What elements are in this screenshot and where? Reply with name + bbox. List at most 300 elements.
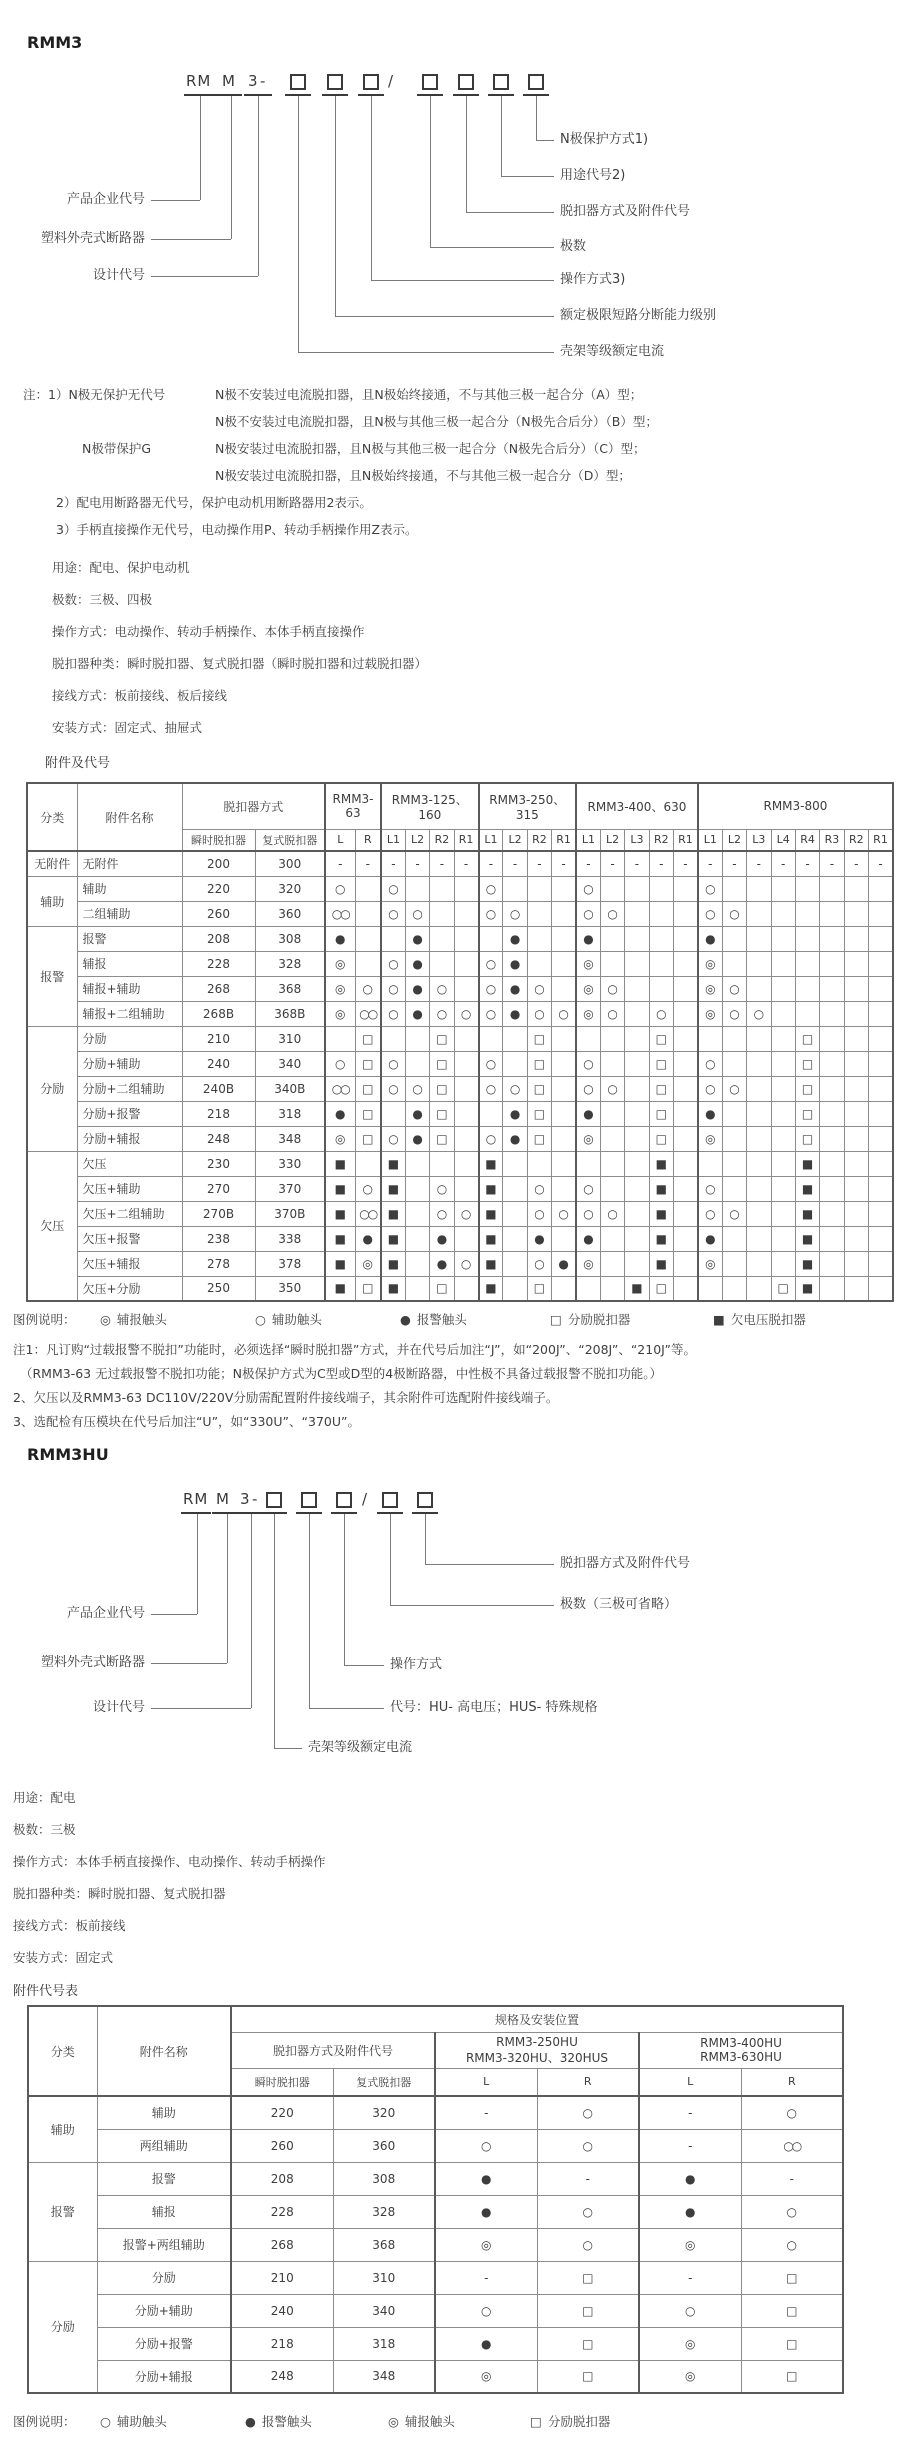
diagram-label: 极数（三极可省略）	[560, 1597, 678, 1612]
cell-symbol	[698, 1026, 722, 1051]
table-row	[27, 1176, 893, 1201]
cell-symbol: □	[355, 1026, 381, 1051]
cell-code-instant: 260	[182, 901, 255, 926]
cell-symbol: -	[405, 851, 429, 876]
cell-code-instant: 268B	[182, 1001, 255, 1026]
cell-symbol	[722, 1151, 746, 1176]
code-box	[528, 74, 544, 90]
cell-code-composite: 368	[333, 2228, 435, 2261]
legend-label: 分励脱扣器	[547, 2414, 611, 2429]
cell-symbol: ○	[639, 2294, 741, 2327]
cell-symbol: ■	[795, 1151, 819, 1176]
cell-symbol: ●	[405, 1126, 429, 1151]
cell-symbol	[722, 1251, 746, 1276]
legend-symbol: ◎	[388, 2414, 399, 2429]
cell-symbol: □	[649, 1126, 673, 1151]
col-header-composite: 复式脱扣器	[255, 829, 325, 851]
col-header-frame: RMM3-400、630	[576, 783, 698, 829]
cell-category: 报警	[27, 926, 77, 1026]
cell-code-composite: 338	[255, 1226, 325, 1251]
cell-symbol: ○	[537, 2096, 639, 2129]
cell-symbol: ◎	[435, 2228, 537, 2261]
cell-symbol: □	[355, 1051, 381, 1076]
cell-symbol: ◎	[325, 1001, 355, 1026]
diagram-label: N极保护方式1)	[560, 132, 649, 147]
cell-symbol: ●	[355, 1226, 381, 1251]
cell-symbol: ●	[405, 1001, 429, 1026]
cell-category: 分励	[28, 2261, 97, 2393]
legend-label: 辅助触头	[271, 1312, 322, 1327]
leader-line-v	[344, 1514, 345, 1665]
leader-line-v	[197, 1514, 198, 1614]
cell-symbol: ■	[325, 1251, 355, 1276]
legend-prefix: 图例说明：	[13, 2414, 76, 2429]
cell-code-instant: 270B	[182, 1201, 255, 1226]
cell-symbol: ■	[625, 1276, 649, 1301]
code-box	[301, 1492, 317, 1508]
cell-code-composite: 340	[255, 1051, 325, 1076]
cell-symbol: □	[537, 2261, 639, 2294]
cell-name: 辅助	[77, 876, 182, 901]
table-body	[28, 2096, 843, 2393]
leader-line-h	[390, 1605, 554, 1606]
cell-symbol	[869, 951, 893, 976]
cell-symbol: □	[355, 1126, 381, 1151]
leader-line-v	[425, 1514, 426, 1564]
cell-symbol: ◎	[639, 2360, 741, 2393]
cell-symbol	[747, 951, 771, 976]
col-header-position: L3	[747, 829, 771, 851]
cell-symbol: □	[537, 2294, 639, 2327]
leader-line-h	[335, 316, 554, 317]
table-row	[27, 1076, 893, 1101]
cell-symbol	[405, 876, 429, 901]
cell-name: 分励+报警	[97, 2327, 231, 2360]
spec-line: 操作方式：本体手柄直接操作、电动操作、转动手柄操作	[13, 1854, 326, 1869]
cell-symbol	[869, 1101, 893, 1126]
cell-symbol	[722, 926, 746, 951]
cell-symbol	[552, 926, 576, 951]
cell-name: 欠压+分励	[77, 1276, 182, 1301]
cell-symbol: ○	[576, 901, 600, 926]
cell-symbol	[820, 1076, 844, 1101]
cell-symbol	[795, 1001, 819, 1026]
cell-symbol	[795, 901, 819, 926]
cell-symbol: ●	[552, 1251, 576, 1276]
cell-symbol: -	[795, 851, 819, 876]
cell-symbol	[844, 1201, 868, 1226]
cell-symbol: -	[844, 851, 868, 876]
cell-symbol	[552, 901, 576, 926]
cell-symbol: -	[649, 851, 673, 876]
model-char: 3	[240, 1490, 251, 1508]
cell-code-composite: 340B	[255, 1076, 325, 1101]
cell-symbol	[674, 1226, 698, 1251]
cell-symbol: ○	[741, 2195, 843, 2228]
frame-name-line: RMM3-320HU、320HUS	[465, 2050, 609, 2065]
table-row	[27, 951, 893, 976]
cell-symbol: ◎	[698, 1126, 722, 1151]
cell-symbol	[844, 1276, 868, 1301]
cell-symbol	[795, 926, 819, 951]
cell-symbol: ■	[795, 1276, 819, 1301]
legend-row	[0, 2412, 900, 2430]
cell-symbol	[405, 1176, 429, 1201]
cell-symbol: ■	[649, 1226, 673, 1251]
leader-line-h	[298, 352, 554, 353]
cell-symbol	[771, 1001, 795, 1026]
cell-code-instant: 248	[182, 1126, 255, 1151]
leader-line-v	[227, 1514, 228, 1663]
cell-symbol	[355, 951, 381, 976]
cell-symbol: ■	[649, 1176, 673, 1201]
cell-code-instant: 210	[182, 1026, 255, 1051]
col-header-position: R	[741, 2068, 843, 2096]
legend-row	[0, 1310, 900, 1328]
col-header-position: R1	[552, 829, 576, 851]
cell-symbol: -	[722, 851, 746, 876]
note-text: N极不安装过电流脱扣器，且N极始终接通，不与其他三极一起合分（A）型；	[215, 387, 643, 402]
cell-symbol: ●	[503, 976, 527, 1001]
cell-symbol	[795, 951, 819, 976]
cell-code-instant: 208	[182, 926, 255, 951]
col-header-trip: 脱扣器方式	[182, 783, 325, 829]
table-row	[28, 2162, 843, 2195]
cell-symbol: -	[430, 851, 454, 876]
diagram-label: 操作方式3)	[560, 272, 626, 287]
cell-code-composite: 308	[333, 2162, 435, 2195]
diagram-label: 脱扣器方式及附件代号	[560, 1556, 691, 1571]
cell-symbol	[625, 901, 649, 926]
model-char: RM	[183, 1490, 209, 1508]
model-char: 3	[248, 72, 259, 90]
cell-symbol: -	[600, 851, 624, 876]
cell-symbol	[771, 976, 795, 1001]
cell-symbol: ●	[503, 1001, 527, 1026]
cell-symbol	[430, 926, 454, 951]
cell-symbol: □	[649, 1076, 673, 1101]
cell-symbol	[747, 1076, 771, 1101]
leader-line-h	[274, 1748, 302, 1749]
cell-symbol	[869, 1151, 893, 1176]
cell-symbol	[625, 1151, 649, 1176]
cell-symbol	[820, 1051, 844, 1076]
cell-symbol	[503, 876, 527, 901]
cell-symbol: ○	[381, 1051, 405, 1076]
cell-symbol	[503, 1151, 527, 1176]
leader-line-h	[425, 1564, 554, 1565]
table-row	[28, 2327, 843, 2360]
cell-symbol	[479, 1101, 503, 1126]
section-title-rmm3hu: RMM3HU	[27, 1445, 109, 1464]
col-header-position: R2	[430, 829, 454, 851]
cell-symbol: ●	[325, 926, 355, 951]
cell-symbol: -	[639, 2261, 741, 2294]
accessories-codes-table	[26, 782, 894, 1302]
cell-symbol: ○	[698, 1051, 722, 1076]
cell-symbol	[381, 1101, 405, 1126]
cell-symbol	[674, 1076, 698, 1101]
cell-symbol	[747, 1151, 771, 1176]
cell-symbol	[844, 951, 868, 976]
cell-symbol	[600, 1051, 624, 1076]
table-row	[27, 851, 893, 876]
diagram-label: 代号：HU- 高电压；HUS- 特殊规格	[390, 1700, 598, 1715]
cell-name: 分励+辅报	[97, 2360, 231, 2393]
leader-line-v	[309, 1514, 310, 1708]
cell-symbol	[503, 1051, 527, 1076]
cell-symbol	[698, 1151, 722, 1176]
cell-symbol	[844, 1001, 868, 1026]
cell-name: 辅助	[97, 2096, 231, 2129]
cell-symbol: ◎	[698, 1001, 722, 1026]
cell-symbol: ○	[537, 2228, 639, 2261]
col-header-position: R2	[844, 829, 868, 851]
col-header-position: L2	[503, 829, 527, 851]
cell-symbol	[722, 1176, 746, 1201]
cell-symbol	[771, 1251, 795, 1276]
leader-line-h	[151, 200, 200, 201]
cell-symbol	[869, 1126, 893, 1151]
cell-symbol	[820, 926, 844, 951]
code-box	[422, 74, 438, 90]
cell-name: 分励+辅助	[77, 1051, 182, 1076]
cell-symbol: □	[527, 1101, 551, 1126]
cell-symbol: ●	[405, 1101, 429, 1126]
cell-symbol: ○	[576, 876, 600, 901]
cell-symbol: ■	[381, 1276, 405, 1301]
cell-symbol: ○	[435, 2129, 537, 2162]
legend-symbol: ●	[245, 2414, 256, 2429]
cell-symbol: ○	[600, 1076, 624, 1101]
cell-symbol	[600, 951, 624, 976]
col-header-position: L1	[576, 829, 600, 851]
cell-symbol	[625, 1026, 649, 1051]
cell-symbol: ■	[381, 1251, 405, 1276]
cell-symbol: □	[537, 2360, 639, 2393]
spec-line: 极数：三极、四极	[52, 592, 153, 607]
cell-code-composite: 370B	[255, 1201, 325, 1226]
cell-symbol	[722, 1051, 746, 1076]
cell-name: 分励+报警	[77, 1101, 182, 1126]
cell-symbol	[869, 1251, 893, 1276]
table-header	[28, 2006, 843, 2096]
cell-symbol: ○	[722, 976, 746, 1001]
cell-code-instant: 220	[231, 2096, 333, 2129]
cell-symbol: -	[381, 851, 405, 876]
col-header-position: L1	[479, 829, 503, 851]
cell-symbol	[649, 926, 673, 951]
cell-symbol	[405, 1051, 429, 1076]
cell-symbol	[355, 1151, 381, 1176]
model-char: -	[252, 1490, 259, 1508]
cell-symbol	[674, 1176, 698, 1201]
cell-symbol	[674, 951, 698, 976]
table-row	[28, 2261, 843, 2294]
leader-line-h	[501, 176, 554, 177]
spec-line: 极数：三极	[13, 1822, 76, 1837]
cell-symbol	[844, 876, 868, 901]
cell-symbol	[844, 1226, 868, 1251]
table-row	[28, 2195, 843, 2228]
legend-label: 欠电压脱扣器	[730, 1312, 806, 1327]
spec-line: 操作方式：电动操作、转动手柄操作、本体手柄直接操作	[52, 624, 365, 639]
cell-symbol	[625, 926, 649, 951]
leader-line-v	[298, 96, 299, 352]
cell-symbol	[844, 1026, 868, 1051]
cell-code-instant: 210	[231, 2261, 333, 2294]
spec-line: 脱扣器种类：瞬时脱扣器、复式脱扣器（瞬时脱扣器和过载脱扣器）	[52, 656, 428, 671]
cell-symbol: -	[576, 851, 600, 876]
cell-code-instant: 278	[182, 1251, 255, 1276]
cell-symbol: ○	[537, 2195, 639, 2228]
cell-symbol	[747, 926, 771, 951]
leader-line-v	[371, 96, 372, 280]
cell-code-composite: 340	[333, 2294, 435, 2327]
cell-code-composite: 320	[255, 876, 325, 901]
col-header-position: R1	[869, 829, 893, 851]
cell-symbol	[552, 976, 576, 1001]
col-header-frame: RMM3-63	[325, 783, 381, 829]
cell-category: 分励	[27, 1026, 77, 1151]
cell-symbol: ●	[503, 926, 527, 951]
frame-name-line: RMM3-250HU	[496, 2034, 578, 2049]
cell-symbol	[820, 1151, 844, 1176]
cell-symbol	[625, 1201, 649, 1226]
model-char: -	[260, 72, 267, 90]
cell-symbol: ●	[503, 1101, 527, 1126]
cell-symbol: ◎	[698, 951, 722, 976]
cell-symbol: ■	[479, 1251, 503, 1276]
cell-symbol	[625, 951, 649, 976]
char-underline	[236, 1512, 262, 1514]
cell-symbol	[325, 1026, 355, 1051]
diagram-label: 壳架等级额定电流	[560, 344, 665, 359]
table-row	[27, 1251, 893, 1276]
cell-symbol: □	[741, 2360, 843, 2393]
cell-symbol	[844, 1126, 868, 1151]
cell-symbol: ◎	[435, 2360, 537, 2393]
leader-line-v	[258, 96, 259, 276]
cell-symbol: ○	[600, 1201, 624, 1226]
legend-item	[400, 1310, 467, 1328]
cell-symbol	[503, 1276, 527, 1301]
cell-symbol	[454, 1276, 478, 1301]
cell-symbol	[674, 1001, 698, 1026]
cell-symbol: ■	[795, 1201, 819, 1226]
cell-symbol	[844, 1176, 868, 1201]
col-header-position: R3	[820, 829, 844, 851]
cell-code-instant: 240	[231, 2294, 333, 2327]
cell-symbol	[820, 1251, 844, 1276]
cell-symbol: ○○	[325, 1076, 355, 1101]
cell-symbol	[479, 926, 503, 951]
cell-symbol: -	[869, 851, 893, 876]
cell-symbol: -	[355, 851, 381, 876]
cell-code-instant: 250	[182, 1276, 255, 1301]
cell-symbol	[625, 1176, 649, 1201]
cell-symbol: -	[527, 851, 551, 876]
cell-code-instant: 220	[182, 876, 255, 901]
cell-symbol: ○	[698, 1076, 722, 1101]
leader-line-h	[466, 212, 554, 213]
cell-symbol	[625, 1101, 649, 1126]
col-header-position: R2	[649, 829, 673, 851]
cell-symbol	[600, 1226, 624, 1251]
cell-symbol	[454, 1051, 478, 1076]
model-char: M	[222, 72, 236, 90]
model-char: M	[216, 1490, 230, 1508]
table-row	[27, 1051, 893, 1076]
cell-symbol: ○	[741, 2096, 843, 2129]
char-underline	[216, 94, 242, 96]
spec-line: 接线方式：板前接线	[13, 1918, 126, 1933]
cell-symbol	[576, 1276, 600, 1301]
cell-symbol: ●	[698, 926, 722, 951]
leader-line-h	[151, 239, 231, 240]
cell-symbol: □	[795, 1076, 819, 1101]
cell-name: 欠压+辅助	[77, 1176, 182, 1201]
cell-category: 无附件	[27, 851, 77, 876]
cell-symbol: -	[325, 851, 355, 876]
cell-symbol	[844, 1101, 868, 1126]
note-text: N极不安装过电流脱扣器，且N极与其他三极一起合分（N极先合后分）（B）型；	[215, 414, 658, 429]
cell-name: 分励+辅助	[97, 2294, 231, 2327]
cell-symbol	[674, 976, 698, 1001]
cell-symbol: ○	[527, 1001, 551, 1026]
leader-line-h	[151, 1614, 197, 1615]
cell-symbol: ■	[381, 1151, 405, 1176]
cell-symbol	[552, 951, 576, 976]
col-header-position: L	[435, 2068, 537, 2096]
cell-code-instant: 200	[182, 851, 255, 876]
cell-symbol	[674, 1051, 698, 1076]
cell-name: 报警	[77, 926, 182, 951]
col-header-position: L1	[381, 829, 405, 851]
cell-code-composite: 370	[255, 1176, 325, 1201]
cell-symbol	[527, 926, 551, 951]
leader-line-h	[309, 1708, 384, 1709]
cell-symbol	[625, 1126, 649, 1151]
cell-symbol: ○	[747, 1001, 771, 1026]
table-row	[27, 1101, 893, 1126]
cell-symbol	[576, 1026, 600, 1051]
cell-symbol	[698, 1276, 722, 1301]
cell-symbol	[355, 876, 381, 901]
leader-line-v	[200, 96, 201, 200]
legend-symbol: ■	[713, 1312, 725, 1327]
cell-symbol: ◎	[639, 2327, 741, 2360]
cell-code-instant: 218	[182, 1101, 255, 1126]
cell-symbol: ◎	[576, 951, 600, 976]
cell-symbol: ◎	[698, 1251, 722, 1276]
table-row	[28, 2129, 843, 2162]
legend-symbol: ◎	[100, 1312, 111, 1327]
table-row	[28, 2360, 843, 2393]
cell-symbol: ○	[430, 1001, 454, 1026]
cell-symbol: ○	[479, 951, 503, 976]
col-header-spec-position: 规格及安装位置	[231, 2006, 843, 2032]
cell-symbol: □	[355, 1076, 381, 1101]
cell-symbol: □	[430, 1076, 454, 1101]
cell-symbol	[503, 1201, 527, 1226]
cell-symbol: ●	[503, 1126, 527, 1151]
cell-symbol	[430, 951, 454, 976]
cell-name: 辅报	[97, 2195, 231, 2228]
cell-symbol	[820, 901, 844, 926]
cell-symbol: ●	[405, 976, 429, 1001]
cell-category: 欠压	[27, 1151, 77, 1301]
